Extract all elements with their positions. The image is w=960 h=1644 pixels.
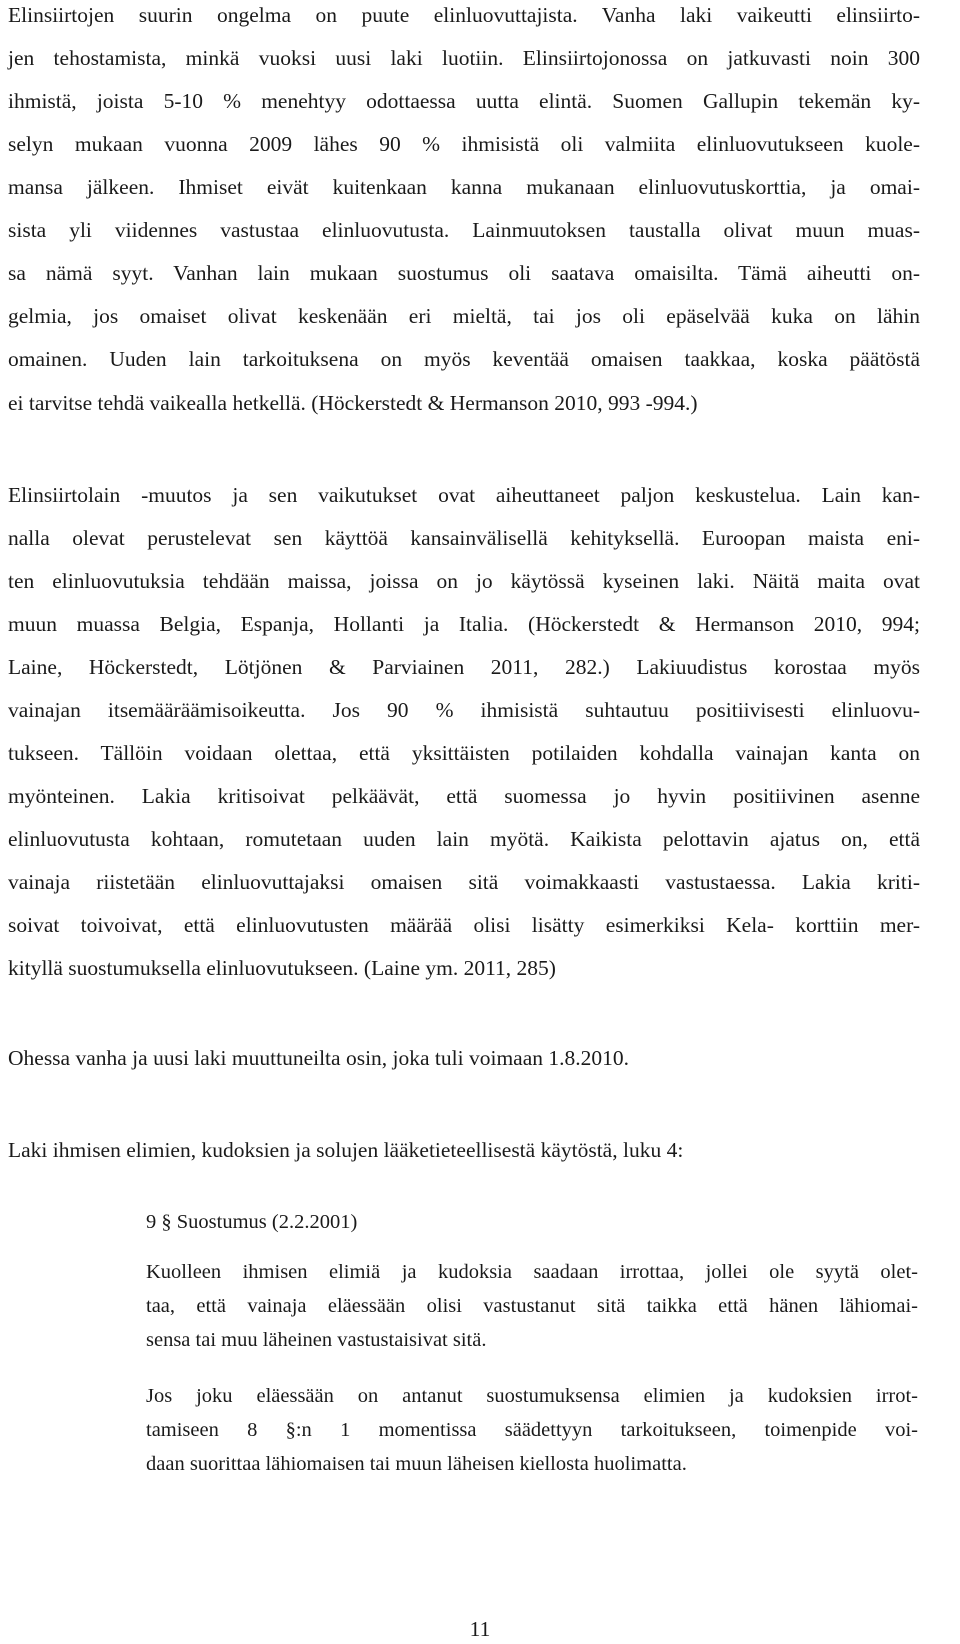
text-line: Elinsiirtolain -muutos ja sen vaikutukset ovat aiheuttaneet paljon keskustelua. Lain kan- <box>8 483 920 507</box>
text-line: ten elinluovutuksia tehdään maissa, joissa on jo käytössä kyseinen laki. Näitä maita ovat <box>8 569 920 593</box>
text-line: sensa tai muu läheinen vastustaisivat sitä. <box>146 1329 487 1351</box>
text-line: vainajan itsemääräämisoikeutta. Jos 90 % ihmisistä suhtautuu positiivisesti elinluovu- <box>8 698 920 722</box>
page-number: 11 <box>469 1617 491 1641</box>
paragraph-3: Ohessa vanha ja uusi laki muuttuneilta osin, joka tuli voimaan 1.8.2010. <box>8 1046 630 1070</box>
text-line: Elinsiirtojen suurin ongelma on puute elinluovuttajista. Vanha laki vaikeutti elinsiirto- <box>8 3 920 27</box>
text-line: Jos joku eläessään on antanut suostumuksensa elimien ja kudoksien irrot- <box>146 1385 918 1407</box>
law-section-heading: 9 § Suostumus (2.2.2001) <box>146 1211 358 1233</box>
text-line: nalla olevat perustelevat sen käyttöä kansainvälisellä kehityksellä. Euroopan maista eni- <box>8 526 920 550</box>
text-line: sista yli viidennes vastustaa elinluovutusta. Lainmuutoksen taustalla olivat muun muas- <box>8 218 920 242</box>
text-line: selyn mukaan vuonna 2009 lähes 90 % ihmisistä oli valmiita elinluovutukseen kuole- <box>8 132 920 156</box>
text-line: Laine, Höckerstedt, Lötjönen & Parviainen 2011, 282.) Lakiuudistus korostaa myös <box>8 655 920 679</box>
text-line: taa, että vainaja eläessään olisi vastustanut sitä taikka että hänen lähiomai- <box>146 1295 918 1317</box>
text-line: ei tarvitse tehdä vaikealla hetkellä. (Höckerstedt & Hermanson 2010, 993 -994.) <box>8 391 698 415</box>
paragraph-4: Laki ihmisen elimien, kudoksien ja solujen lääketieteellisestä käytöstä, luku 4: <box>8 1138 684 1162</box>
text-line: mansa jälkeen. Ihmiset eivät kuitenkaan kanna mukanaan elinluovutuskorttia, ja omai- <box>8 175 920 199</box>
text-line: daan suorittaa lähiomaisen tai muun läheisen kiellosta huolimatta. <box>146 1453 687 1475</box>
text-line: Kuolleen ihmisen elimiä ja kudoksia saadaan irrottaa, jollei ole syytä olet- <box>146 1261 918 1283</box>
text-line: sa nämä syyt. Vanhan lain mukaan suostumus oli saatava omaisilta. Tämä aiheutti on- <box>8 261 920 285</box>
text-line: omainen. Uuden lain tarkoituksena on myös keventää omaisen taakkaa, koska päätöstä <box>8 347 920 371</box>
text-line: gelmia, jos omaiset olivat keskenään eri mieltä, tai jos oli epäselvää kuka on lähin <box>8 304 920 328</box>
text-line: jen tehostamista, minkä vuoksi uusi laki luotiin. Elinsiirtojonossa on jatkuvasti noin 300 <box>8 46 920 70</box>
text-line: muun muassa Belgia, Espanja, Hollanti ja Italia. (Höckerstedt & Hermanson 2010, 994; <box>8 612 920 636</box>
text-line: elinluovutusta kohtaan, romutetaan uuden lain myötä. Kaikista pelottavin ajatus on, että <box>8 827 920 851</box>
text-line: soivat toivoivat, että elinluovutusten määrää olisi lisätty esimerkiksi Kela- korttiin mer- <box>8 913 920 937</box>
text-line: tukseen. Tällöin voidaan olettaa, että yksittäisten potilaiden kohdalla vainajan kanta on <box>8 741 920 765</box>
text-line: kityllä suostumuksella elinluovutukseen. (Laine ym. 2011, 285) <box>8 956 556 980</box>
text-line: tamiseen 8 §:n 1 momentissa säädettyyn tarkoitukseen, toimenpide voi- <box>146 1419 918 1441</box>
text-line: vainaja riistetään elinluovuttajaksi omaisen sitä voimakkaasti vastustaessa. Lakia kriti- <box>8 870 920 894</box>
text-line: ihmistä, joista 5-10 % menehtyy odottaessa uutta elintä. Suomen Gallupin tekemän ky- <box>8 89 920 113</box>
text-line: myönteinen. Lakia kritisoivat pelkäävät, että suomessa jo hyvin positiivinen asenne <box>8 784 920 808</box>
